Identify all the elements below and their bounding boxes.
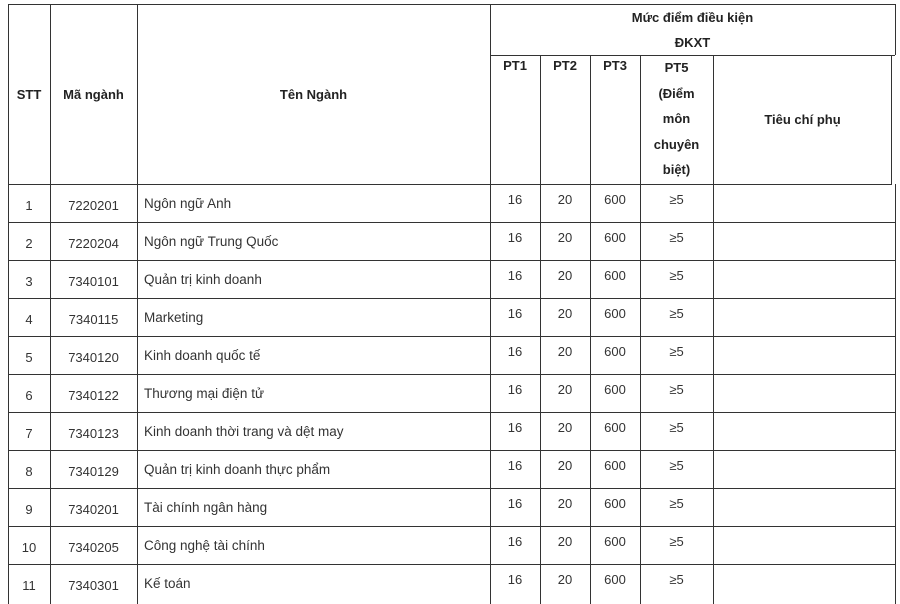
cell-pt5: ≥5 [669,306,684,321]
cell-pt1: 16 [507,192,523,207]
cell-pt3: 600 [604,534,626,549]
cell-stt: 11 [22,578,36,593]
cell-stt: 8 [25,464,33,479]
cell-stt: 6 [25,388,33,403]
cell-pt5: ≥5 [669,192,684,207]
grid-hline [8,488,896,489]
cell-pt2: 20 [557,534,573,549]
cell-stt: 2 [25,236,33,251]
cell-name: Kế toán [144,576,191,591]
cell-pt5: ≥5 [669,496,684,511]
cell-name: Thương mại điện tử [144,386,264,401]
cell-stt: 9 [25,502,33,517]
header-tieu-chi-phu-label: Tiêu chí phụ [764,112,841,127]
cell-pt3: 600 [604,268,626,283]
cell-pt3: 600 [604,458,626,473]
cell-stt: 4 [25,312,33,327]
cell-pt5: ≥5 [669,382,684,397]
cell-pt3: 600 [604,344,626,359]
cell-pt1: 16 [507,268,523,283]
grid-vline [540,55,541,604]
cell-stt: 5 [25,350,33,365]
grid-hline [8,564,896,565]
cell-pt5: ≥5 [669,344,684,359]
cell-code: 7340115 [68,312,119,327]
cell-name: Tài chính ngân hàng [144,500,268,515]
header-stt-label: STT [16,87,42,102]
cell-code: 7220201 [68,198,119,213]
grid-vline [490,4,491,604]
header-ma-nganh [50,5,137,184]
grid-hline [8,222,896,223]
cell-pt5: ≥5 [669,230,684,245]
cell-stt: 10 [21,540,37,555]
grid-vline [891,55,892,184]
grid-hline [8,260,896,261]
cell-pt1: 16 [507,306,523,321]
header-pt5-line: môn [662,111,691,126]
grid-vline [8,4,9,604]
cell-pt5: ≥5 [669,268,684,283]
cell-code: 7340129 [68,464,119,479]
cell-code: 7340201 [68,502,119,517]
cell-pt3: 600 [604,230,626,245]
grid-hline [8,336,896,337]
cell-pt3: 600 [604,572,626,587]
cell-code: 7340101 [68,274,119,289]
grid-vline [895,184,896,604]
cell-pt3: 600 [604,192,626,207]
cell-pt2: 20 [557,230,573,245]
header-tieu-chi-phu [713,55,892,184]
cell-pt2: 20 [557,458,573,473]
cell-pt5: ≥5 [669,534,684,549]
cell-pt2: 20 [557,306,573,321]
grid-vline [640,55,641,604]
header-pt5-line: chuyên [653,136,700,152]
cell-pt2: 20 [557,496,573,511]
cell-code: 7340301 [68,578,119,593]
grid-hline [8,412,896,413]
grid-vline [590,55,591,604]
grid-vline [713,55,714,604]
header-pt1-label: PT1 [503,58,527,73]
cell-name: Quản trị kinh doanh [144,272,262,287]
header-pt2-label: PT2 [553,58,577,73]
cell-pt1: 16 [507,572,523,587]
grid-hline [8,298,896,299]
header-ten-nganh-label: Tên Ngành [279,87,348,102]
cell-pt5: ≥5 [669,458,684,473]
cell-stt: 7 [25,426,33,441]
cell-stt: 3 [25,274,33,289]
cell-code: 7340205 [68,540,119,555]
cell-pt3: 600 [604,420,626,435]
header-pt3 [590,58,640,73]
cell-name: Ngôn ngữ Anh [144,196,232,211]
header-pt5 [640,55,713,183]
header-pt5-line: (Điểm [658,85,695,101]
cell-name: Kinh doanh quốc tế [144,348,261,363]
cell-code: 7220204 [68,236,119,251]
grid-hline [490,55,895,56]
cell-pt3: 600 [604,496,626,511]
header-pt3-label: PT3 [603,58,627,73]
cell-pt5: ≥5 [669,420,684,435]
header-pt2 [540,58,590,73]
cell-pt1: 16 [507,496,523,511]
cell-name: Ngôn ngữ Trung Quốc [144,234,279,249]
cell-code: 7340120 [68,350,119,365]
cell-stt: 1 [25,198,33,213]
header-stt [8,5,50,184]
cell-pt2: 20 [557,382,573,397]
cell-name: Công nghệ tài chính [144,538,265,553]
cell-pt1: 16 [507,230,523,245]
grid-hline [8,450,896,451]
cell-pt2: 20 [557,420,573,435]
cell-pt2: 20 [557,344,573,359]
header-pt5-line: PT5 [664,60,689,75]
cell-pt1: 16 [507,382,523,397]
header-muc-diem [490,5,895,55]
cell-name: Kinh doanh thời trang và dệt may [144,424,344,439]
grid-hline [8,184,892,185]
cell-pt2: 20 [557,572,573,587]
grid-vline [50,4,51,604]
cell-pt1: 16 [507,534,523,549]
header-ten-nganh [137,5,490,184]
cell-pt2: 20 [557,192,573,207]
cell-name: Quản trị kinh doanh thực phẩm [144,462,331,477]
header-pt1 [490,58,540,73]
header-muc-diem-line2: ĐKXT [674,35,711,50]
cell-pt3: 600 [604,306,626,321]
cell-pt2: 20 [557,268,573,283]
header-pt5-line: biệt) [662,162,691,177]
cell-name: Marketing [144,310,204,325]
header-ma-nganh-label: Mã ngành [63,87,124,102]
grid-hline [8,526,896,527]
cell-code: 7340123 [68,426,119,441]
cell-pt1: 16 [507,344,523,359]
cell-pt1: 16 [507,458,523,473]
header-muc-diem-line1: Mức điểm điều kiện [631,10,754,25]
cell-code: 7340122 [68,388,119,403]
cell-pt3: 600 [604,382,626,397]
cell-pt5: ≥5 [669,572,684,587]
grid-vline [137,4,138,604]
grid-hline [8,374,896,375]
grid-hline [8,4,896,5]
grid-vline [895,4,896,55]
cell-pt1: 16 [507,420,523,435]
